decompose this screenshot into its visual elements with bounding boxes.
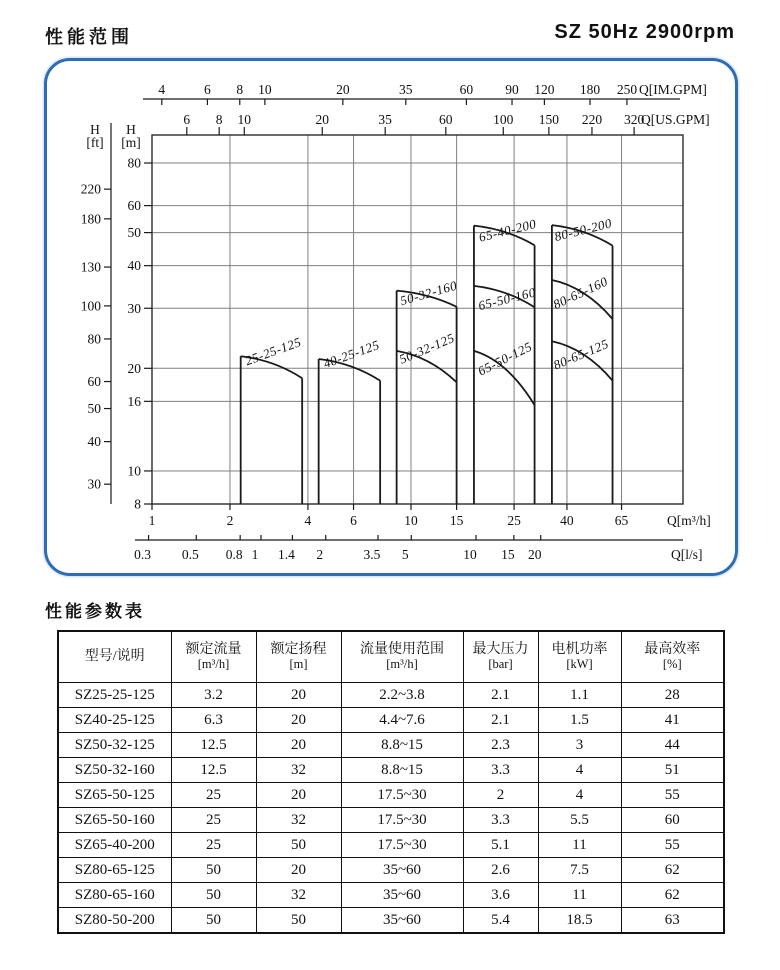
svg-text:60: 60 [127,198,141,214]
axis-im-gpm [143,82,707,105]
value-cell: 1.1 [538,683,621,708]
svg-text:Q[US.GPM]: Q[US.GPM] [641,112,710,127]
series-speed-title: SZ 50Hz 2900rpm [554,21,735,43]
value-cell: 63 [621,908,724,934]
value-cell: 3.3 [463,808,538,833]
svg-text:16: 16 [127,393,141,409]
svg-text:1: 1 [251,547,259,562]
svg-text:1: 1 [148,513,156,528]
svg-text:H: H [126,122,136,137]
performance-parameters-table [57,630,725,934]
svg-text:6: 6 [183,112,191,127]
table-row [58,833,724,858]
svg-text:40-25-125: 40-25-125 [321,336,382,372]
svg-text:10: 10 [463,547,477,562]
value-cell: 2.1 [463,708,538,733]
value-cell: 62 [621,858,724,883]
value-cell: 50 [256,908,341,934]
svg-text:0.3: 0.3 [134,547,152,562]
value-cell: 32 [256,808,341,833]
value-cell: 32 [256,758,341,783]
svg-text:25-25-125: 25-25-125 [243,334,304,369]
axis-h-m [121,122,152,512]
value-cell: 12.5 [171,733,256,758]
value-cell: 11 [538,833,621,858]
svg-text:2: 2 [226,513,234,528]
svg-text:100: 100 [80,298,101,314]
value-cell: 2.6 [463,858,538,883]
table-header-row [58,631,724,683]
value-cell: 20 [256,858,341,883]
column-header: 最大压力 [bar] [463,631,538,683]
svg-text:80: 80 [87,331,101,347]
value-cell: 3.6 [463,883,538,908]
svg-text:50: 50 [87,401,101,417]
svg-text:220: 220 [581,112,603,127]
svg-text:40: 40 [560,513,574,528]
value-cell: 4 [538,783,621,808]
svg-text:65: 65 [614,513,629,528]
value-cell: 55 [621,783,724,808]
svg-text:1.4: 1.4 [277,547,295,562]
table-row [58,783,724,808]
plot-frame [152,135,683,504]
value-cell: 8.8~15 [341,758,463,783]
svg-text:80-65-160: 80-65-160 [550,273,611,312]
model-cell: SZ50-32-125 [58,733,171,758]
column-header: 最高效率 [%] [621,631,724,683]
model-cell: SZ80-65-160 [58,883,171,908]
grid [152,135,683,504]
model-cell: SZ80-50-200 [58,908,171,934]
svg-text:4: 4 [304,513,312,528]
model-cell: SZ65-50-160 [58,808,171,833]
svg-text:[ft]: [ft] [86,135,104,150]
svg-text:50-32-160: 50-32-160 [398,277,459,309]
svg-text:20: 20 [527,547,542,562]
value-cell: 12.5 [171,758,256,783]
svg-text:10: 10 [237,112,252,127]
value-cell: 6.3 [171,708,256,733]
value-cell: 2.3 [463,733,538,758]
svg-text:180: 180 [80,211,101,227]
svg-text:0.5: 0.5 [181,547,199,562]
column-header: 型号/说明 [58,631,171,683]
value-cell: 17.5~30 [341,808,463,833]
value-cell: 60 [621,808,724,833]
table-row [58,858,724,883]
column-header: 流量使用范围 [m³/h] [341,631,463,683]
value-cell: 17.5~30 [341,783,463,808]
value-cell: 35~60 [341,908,463,934]
value-cell: 25 [171,833,256,858]
svg-text:60: 60 [459,82,474,97]
value-cell: 51 [621,758,724,783]
svg-text:20: 20 [336,82,350,97]
table-row [58,908,724,934]
value-cell: 62 [621,883,724,908]
svg-text:10: 10 [404,513,418,528]
column-header: 电机功率 [kW] [538,631,621,683]
chart-canvas [47,61,741,579]
pump-region-25-25-125 [241,334,304,504]
value-cell: 2.1 [463,683,538,708]
axis-q-ls [134,535,702,562]
column-header: 额定扬程 [m] [256,631,341,683]
pump-region-40-25-125 [319,337,382,504]
page-title: 性能范围 [45,27,133,47]
value-cell: 35~60 [341,883,463,908]
svg-text:25: 25 [507,513,521,528]
value-cell: 18.5 [538,908,621,934]
svg-text:8: 8 [215,112,223,127]
table-row [58,708,724,733]
svg-text:5: 5 [401,547,409,562]
svg-text:15: 15 [449,513,464,528]
value-cell: 2.2~3.8 [341,683,463,708]
column-header: 额定流量 [m³/h] [171,631,256,683]
value-cell: 50 [171,858,256,883]
axis-h-ft [81,122,111,504]
table-row [58,758,724,783]
svg-text:65-50-160: 65-50-160 [476,284,538,314]
svg-text:6: 6 [350,513,357,528]
value-cell: 20 [256,733,341,758]
table-row [58,808,724,833]
svg-text:20: 20 [315,112,329,127]
svg-text:130: 130 [80,259,101,275]
svg-text:80: 80 [127,155,141,171]
value-cell: 44 [621,733,724,758]
svg-text:Q[IM.GPM]: Q[IM.GPM] [639,82,707,97]
value-cell: 20 [256,708,341,733]
value-cell: 3 [538,733,621,758]
svg-text:40: 40 [127,258,141,274]
svg-text:Q[l/s]: Q[l/s] [671,547,703,562]
performance-range-chart [44,58,738,576]
svg-text:0.8: 0.8 [225,547,243,562]
svg-text:H: H [90,122,100,137]
table-row [58,883,724,908]
axis-us-gpm [183,112,709,135]
table-row [58,683,724,708]
value-cell: 7.5 [538,858,621,883]
model-cell: SZ80-65-125 [58,858,171,883]
svg-text:15: 15 [501,547,515,562]
value-cell: 5.1 [463,833,538,858]
value-cell: 17.5~30 [341,833,463,858]
svg-text:100: 100 [493,112,514,127]
svg-text:320: 320 [623,112,645,127]
table-row [58,733,724,758]
svg-text:120: 120 [534,82,555,97]
svg-text:20: 20 [127,360,141,376]
model-cell: SZ25-25-125 [58,683,171,708]
svg-text:4: 4 [158,82,166,97]
value-cell: 4 [538,758,621,783]
value-cell: 3.3 [463,758,538,783]
svg-text:90: 90 [505,82,519,97]
svg-text:8: 8 [236,82,244,97]
svg-text:35: 35 [378,112,392,127]
value-cell: 20 [256,683,341,708]
value-cell: 25 [171,808,256,833]
pump-region-80-50-200 [551,215,614,504]
svg-text:65-50-125: 65-50-125 [475,338,535,379]
value-cell: 25 [171,783,256,808]
value-cell: 50 [171,883,256,908]
value-cell: 1.5 [538,708,621,733]
svg-text:8: 8 [134,496,141,512]
svg-text:60: 60 [439,112,453,127]
svg-text:80-50-200: 80-50-200 [552,215,614,245]
pump-region-65-40-200 [474,216,538,504]
model-cell: SZ40-25-125 [58,708,171,733]
value-cell: 50 [171,908,256,934]
svg-text:60: 60 [87,374,101,390]
svg-text:10: 10 [127,463,141,479]
model-cell: SZ50-32-160 [58,758,171,783]
value-cell: 41 [621,708,724,733]
svg-text:35: 35 [399,82,413,97]
svg-text:65-40-200: 65-40-200 [477,215,538,245]
model-cell: SZ65-40-200 [58,833,171,858]
svg-text:30: 30 [87,476,101,492]
value-cell: 5.4 [463,908,538,934]
pump-region-50-32-160 [397,278,459,504]
value-cell: 8.8~15 [341,733,463,758]
axis-q-m3h [149,504,711,528]
value-cell: 35~60 [341,858,463,883]
svg-text:10: 10 [258,82,272,97]
svg-text:50-32-125: 50-32-125 [396,329,457,367]
svg-text:6: 6 [204,82,211,97]
svg-text:3.5: 3.5 [363,547,381,562]
svg-text:[m]: [m] [121,135,141,150]
model-cell: SZ65-50-125 [58,783,171,808]
svg-text:150: 150 [538,112,560,127]
svg-text:30: 30 [127,300,141,316]
value-cell: 5.5 [538,808,621,833]
svg-text:50: 50 [127,225,141,241]
svg-text:220: 220 [80,181,101,197]
value-cell: 55 [621,833,724,858]
svg-text:80-65-125: 80-65-125 [551,335,611,373]
svg-text:2: 2 [316,547,324,562]
value-cell: 20 [256,783,341,808]
value-cell: 28 [621,683,724,708]
value-cell: 4.4~7.6 [341,708,463,733]
svg-text:Q[m³/h]: Q[m³/h] [667,513,711,528]
svg-text:40: 40 [87,434,101,450]
value-cell: 11 [538,883,621,908]
value-cell: 32 [256,883,341,908]
value-cell: 3.2 [171,683,256,708]
table-title: 性能参数表 [45,602,145,621]
value-cell: 50 [256,833,341,858]
svg-text:250: 250 [616,82,638,97]
svg-text:180: 180 [579,82,601,97]
value-cell: 2 [463,783,538,808]
